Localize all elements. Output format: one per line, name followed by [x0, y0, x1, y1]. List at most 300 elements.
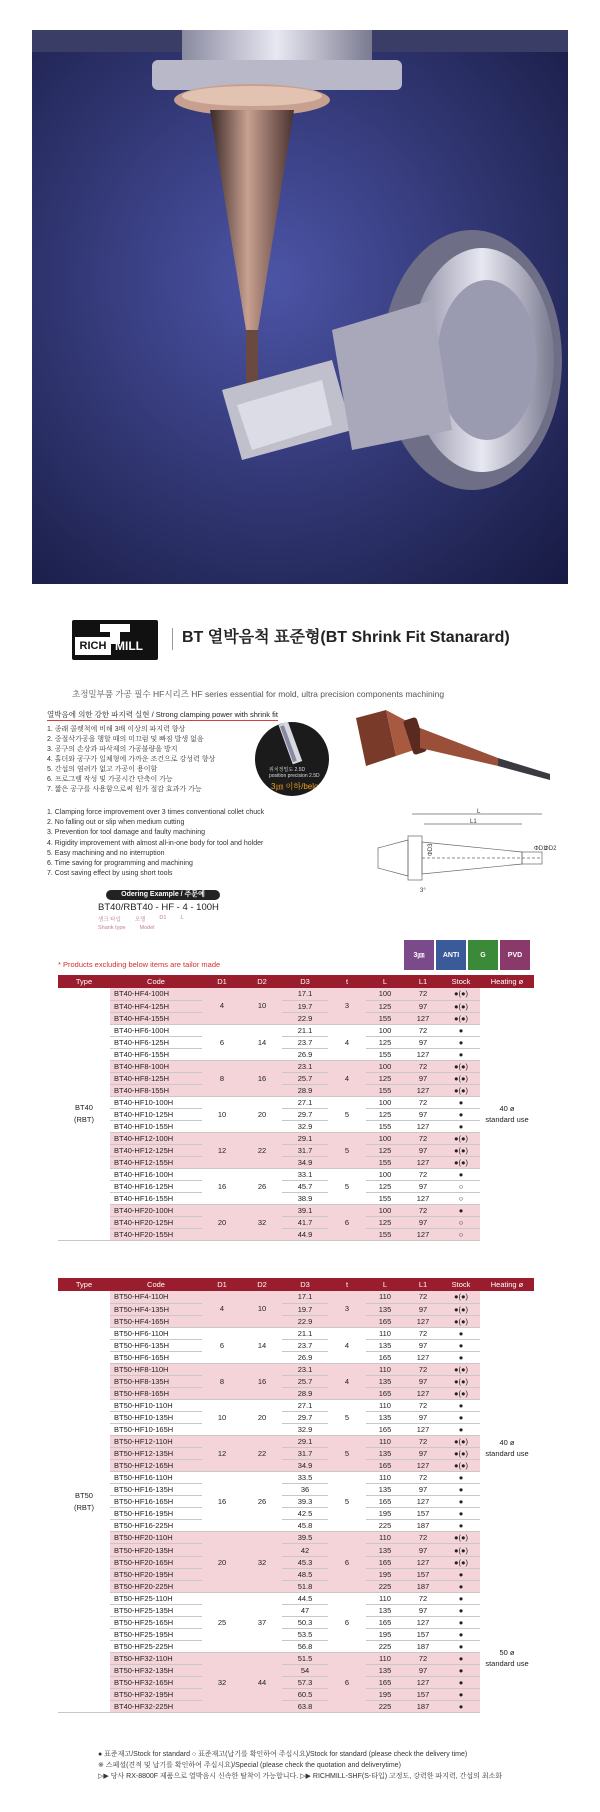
d3-cell: 21.1: [282, 1327, 328, 1339]
ordering-example-legend-en: [98, 925, 238, 931]
table-row: [58, 1291, 534, 1303]
stock-cell: ●(●): [442, 1460, 480, 1472]
l-cell: 110: [366, 1472, 404, 1484]
col-stock: Stock: [442, 1278, 480, 1291]
table-header-row: [58, 1278, 534, 1291]
l1-cell: 72: [404, 1652, 442, 1664]
badge-pvd-icon: PVD: [500, 940, 530, 970]
stock-cell: ●: [442, 1096, 480, 1108]
l1-cell: 157: [404, 1628, 442, 1640]
multi-line: standard use: [485, 1448, 529, 1458]
d2-cell: 20: [242, 1096, 282, 1132]
l1-cell: 72: [404, 1205, 442, 1217]
table-row: [58, 1496, 534, 1508]
l-cell: 135: [366, 1664, 404, 1676]
stock-cell: ●(●): [442, 1544, 480, 1556]
code-cell: BT50-HF8-110H: [110, 1363, 202, 1375]
l-cell: 155: [366, 1084, 404, 1096]
d2-cell: 10: [242, 1291, 282, 1327]
l1-cell: 187: [404, 1640, 442, 1652]
col-heating: Heating ø: [480, 1278, 534, 1291]
l1-cell: 187: [404, 1580, 442, 1592]
d3-cell: 26.9: [282, 1048, 328, 1060]
table-row: [58, 1640, 534, 1652]
l1-cell: 72: [404, 1133, 442, 1145]
l1-cell: 72: [404, 1060, 442, 1072]
l1-cell: 127: [404, 1616, 442, 1628]
stock-cell: ●: [442, 1652, 480, 1664]
catalog-header: [72, 620, 552, 664]
l-cell: 110: [366, 1291, 404, 1303]
zoom-label-3: 3㎛ 이하/below: [271, 782, 325, 791]
stock-cell: ●: [442, 1701, 480, 1713]
code-cell: BT40-HF16-100H: [110, 1169, 202, 1181]
footer-line-1: ● 표준재고/Stock for standard ○ 표준재고(납기를 확인하여 주십시요)/Stock for standard (please check the delivery time): [98, 1751, 468, 1758]
d3-cell: 32.9: [282, 1121, 328, 1133]
feature-kr-1: 1. 종래 콜렛척에 비해 3배 이상의 파지력 향상: [47, 726, 186, 733]
stock-cell: ●: [442, 1640, 480, 1652]
table-row: [58, 1411, 534, 1423]
code-cell: BT40-HF10-100H: [110, 1096, 202, 1108]
l1-cell: 97: [404, 1664, 442, 1676]
l1-cell: 97: [404, 1484, 442, 1496]
badge-precision-icon: 3㎛: [404, 940, 434, 970]
tailor-made-note: * Products excluding below items are tailor made: [58, 960, 221, 969]
features-list-english: [47, 808, 264, 879]
d1-cell: 6: [202, 1024, 242, 1060]
stock-cell: ●: [442, 1628, 480, 1640]
stock-cell: ●(●): [442, 1448, 480, 1460]
code-cell: BT40-HF6-155H: [110, 1048, 202, 1060]
l-cell: 135: [366, 1411, 404, 1423]
table-row: [58, 1460, 534, 1472]
l1-cell: 127: [404, 1229, 442, 1241]
multi-line: standard use: [485, 1115, 529, 1125]
d1-cell: 6: [202, 1327, 242, 1363]
d1-cell: 20: [202, 1532, 242, 1592]
stock-cell: ○: [442, 1229, 480, 1241]
d3-cell: 48.5: [282, 1568, 328, 1580]
l-cell: 125: [366, 1000, 404, 1012]
l-cell: 165: [366, 1677, 404, 1689]
table-row: [58, 1339, 534, 1351]
l1-cell: 157: [404, 1689, 442, 1701]
table-row: [58, 1448, 534, 1460]
stock-cell: ●(●): [442, 1556, 480, 1568]
stock-cell: ●(●): [442, 1303, 480, 1315]
l1-cell: 72: [404, 1592, 442, 1604]
d3-cell: 23.1: [282, 1363, 328, 1375]
l-cell: 110: [366, 1327, 404, 1339]
l1-cell: 72: [404, 1291, 442, 1303]
d2-cell: 37: [242, 1592, 282, 1652]
table-row: [58, 1399, 534, 1411]
table-row: [58, 1508, 534, 1520]
t-cell: 5: [328, 1096, 366, 1132]
code-cell: BT40-HF4-125H: [110, 1000, 202, 1012]
code-cell: BT40-HF8-100H: [110, 1060, 202, 1072]
stock-cell: ●(●): [442, 1012, 480, 1024]
l-cell: 225: [366, 1520, 404, 1532]
d3-cell: 51.8: [282, 1580, 328, 1592]
col-d3: D3: [282, 1278, 328, 1291]
table-row: [58, 1677, 534, 1689]
d2-cell: 26: [242, 1472, 282, 1532]
table-row: [58, 1205, 534, 1217]
l-cell: 100: [366, 1169, 404, 1181]
table-row: [58, 1544, 534, 1556]
l-cell: 155: [366, 1193, 404, 1205]
l1-cell: 97: [404, 1339, 442, 1351]
stock-cell: ○: [442, 1181, 480, 1193]
d1-cell: 8: [202, 1060, 242, 1096]
feature-en-5: 5. Easy machining and no interruption: [47, 849, 165, 857]
table-row: [58, 1024, 534, 1036]
d1-cell: 12: [202, 1133, 242, 1169]
code-cell: BT50-HF20-110H: [110, 1532, 202, 1544]
d3-cell: 25.7: [282, 1072, 328, 1084]
features-heading: 열박음에 의한 강한 파지력 실현 / Strong clamping power with shrink fit: [47, 710, 278, 719]
table-row: [58, 1363, 534, 1375]
l1-cell: 187: [404, 1520, 442, 1532]
l-cell: 155: [366, 1048, 404, 1060]
l1-cell: 97: [404, 1411, 442, 1423]
code-cell: BT40-HF4-100H: [110, 988, 202, 1000]
table-row: [58, 1096, 534, 1108]
d1-cell: 10: [202, 1399, 242, 1435]
product-photo: [32, 30, 568, 584]
l1-cell: 97: [404, 1000, 442, 1012]
code-cell: BT50-HF6-165H: [110, 1351, 202, 1363]
stock-cell: ●(●): [442, 1145, 480, 1157]
stock-cell: ●: [442, 1496, 480, 1508]
order-label-model: 모델: [134, 917, 146, 923]
l-cell: 155: [366, 1229, 404, 1241]
d3-cell: 41.7: [282, 1217, 328, 1229]
code-cell: BT50-HF20-225H: [110, 1580, 202, 1592]
l-cell: 135: [366, 1303, 404, 1315]
stock-cell: ●: [442, 1568, 480, 1580]
code-cell: BT40-HF16-125H: [110, 1181, 202, 1193]
stock-cell: ●: [442, 1677, 480, 1689]
order-label-d1: D1: [159, 915, 167, 921]
dim-D3: ΦD3: [428, 843, 434, 856]
table-row: [58, 1689, 534, 1701]
code-cell: BT50-HF10-110H: [110, 1399, 202, 1411]
d1-cell: 8: [202, 1363, 242, 1399]
table-row: [58, 1701, 534, 1713]
l1-cell: 72: [404, 1169, 442, 1181]
stock-cell: ●(●): [442, 1387, 480, 1399]
code-cell: BT50-HF16-195H: [110, 1508, 202, 1520]
l1-cell: 97: [404, 1036, 442, 1048]
page-subtitle: 초정밀부품 가공 필수 HF시리즈 HF series essential for mold, ultra precision components machining: [72, 689, 445, 699]
zoom-label-1: 위치정밀도 2.5D: [269, 767, 306, 773]
feature-en-6: 6. Time saving for programming and machining: [47, 860, 193, 868]
order-label-l: L: [180, 915, 184, 921]
l1-cell: 187: [404, 1701, 442, 1713]
d3-cell: 22.9: [282, 1315, 328, 1327]
col-d2: D2: [242, 975, 282, 988]
table-row: [58, 1012, 534, 1024]
d2-cell: 14: [242, 1327, 282, 1363]
l1-cell: 72: [404, 1399, 442, 1411]
d3-cell: 33.5: [282, 1472, 328, 1484]
l1-cell: 72: [404, 1472, 442, 1484]
l1-cell: 72: [404, 1532, 442, 1544]
d3-cell: 19.7: [282, 1000, 328, 1012]
table-row: [58, 1072, 534, 1084]
code-cell: BT40-HF8-125H: [110, 1072, 202, 1084]
feature-kr-5: 5. 간섭의 염려가 없고 가공이 용이함: [47, 766, 158, 773]
table-row: [58, 1303, 534, 1315]
d3-cell: 29.1: [282, 1133, 328, 1145]
stock-cell: ●(●): [442, 1436, 480, 1448]
table-row: [58, 1327, 534, 1339]
code-cell: BT50-HF16-110H: [110, 1472, 202, 1484]
stock-cell: ●: [442, 1689, 480, 1701]
l1-cell: 127: [404, 1460, 442, 1472]
table-row: [58, 1060, 534, 1072]
l-cell: 135: [366, 1544, 404, 1556]
code-cell: BT50-HF20-195H: [110, 1568, 202, 1580]
l-cell: 110: [366, 1399, 404, 1411]
dim-angle: 3°: [420, 888, 426, 894]
multi-line: BT50: [75, 1490, 93, 1500]
code-cell: BT50-HF8-135H: [110, 1375, 202, 1387]
l-cell: 100: [366, 1133, 404, 1145]
spec-table-bt50: [58, 1278, 534, 1713]
stock-cell: ●(●): [442, 1363, 480, 1375]
table-row: [58, 1351, 534, 1363]
code-cell: BT50-HF8-165H: [110, 1387, 202, 1399]
multi-line: BT40: [75, 1103, 93, 1113]
table-row: [58, 1229, 534, 1241]
multi-line: (RBT): [74, 1502, 94, 1512]
code-cell: BT50-HF25-165H: [110, 1616, 202, 1628]
d2-cell: 10: [242, 988, 282, 1024]
code-cell: BT50-HF16-165H: [110, 1496, 202, 1508]
d3-cell: 21.1: [282, 1024, 328, 1036]
d3-cell: 23.7: [282, 1339, 328, 1351]
stock-cell: ●: [442, 1520, 480, 1532]
d1-cell: 12: [202, 1436, 242, 1472]
code-cell: BT40-HF20-125H: [110, 1217, 202, 1229]
stock-cell: ●(●): [442, 988, 480, 1000]
l-cell: 110: [366, 1532, 404, 1544]
l-cell: 165: [366, 1387, 404, 1399]
l1-cell: 72: [404, 988, 442, 1000]
d1-cell: 4: [202, 1291, 242, 1327]
stock-cell: ●: [442, 1399, 480, 1411]
stock-cell: ●: [442, 1424, 480, 1436]
l-cell: 125: [366, 1217, 404, 1229]
l-cell: 165: [366, 1616, 404, 1628]
col-l1: L1: [404, 975, 442, 988]
col-l: L: [366, 975, 404, 988]
d1-cell: 4: [202, 988, 242, 1024]
t-cell: 5: [328, 1133, 366, 1169]
table-row: [58, 988, 534, 1000]
stock-cell: ●: [442, 1580, 480, 1592]
l1-cell: 127: [404, 1496, 442, 1508]
stock-cell: ●: [442, 1205, 480, 1217]
l1-cell: 72: [404, 1436, 442, 1448]
precision-zoom-image: [255, 722, 329, 796]
table-row: [58, 1000, 534, 1012]
d3-cell: 17.1: [282, 988, 328, 1000]
l1-cell: 127: [404, 1556, 442, 1568]
d2-cell: 44: [242, 1652, 282, 1712]
code-cell: BT50-HF10-165H: [110, 1424, 202, 1436]
table-row: [58, 1133, 534, 1145]
d3-cell: 39.1: [282, 1205, 328, 1217]
code-cell: BT40-HF8-155H: [110, 1084, 202, 1096]
stock-cell: ●(●): [442, 1375, 480, 1387]
d2-cell: 32: [242, 1205, 282, 1241]
d3-cell: 51.5: [282, 1652, 328, 1664]
d3-cell: 29.1: [282, 1436, 328, 1448]
stock-cell: ●: [442, 1327, 480, 1339]
stock-cell: ●(●): [442, 1000, 480, 1012]
l1-cell: 97: [404, 1604, 442, 1616]
d3-cell: 23.7: [282, 1036, 328, 1048]
l1-cell: 72: [404, 1096, 442, 1108]
code-cell: BT50-HF25-195H: [110, 1628, 202, 1640]
code-cell: BT50-HF12-110H: [110, 1436, 202, 1448]
d3-cell: 17.1: [282, 1291, 328, 1303]
l-cell: 165: [366, 1496, 404, 1508]
l1-cell: 97: [404, 1544, 442, 1556]
t-cell: 5: [328, 1472, 366, 1532]
l-cell: 110: [366, 1363, 404, 1375]
stock-cell: ●(●): [442, 1133, 480, 1145]
d3-cell: 44.9: [282, 1229, 328, 1241]
badge-anti-icon: ANTI: [436, 940, 466, 970]
l-cell: 125: [366, 1036, 404, 1048]
table-row: [58, 1580, 534, 1592]
l1-cell: 127: [404, 1157, 442, 1169]
col-d1: D1: [202, 975, 242, 988]
l-cell: 155: [366, 1121, 404, 1133]
code-cell: BT50-HF4-165H: [110, 1315, 202, 1327]
d3-cell: 47: [282, 1604, 328, 1616]
d3-cell: 34.9: [282, 1460, 328, 1472]
code-cell: BT50-HF12-135H: [110, 1448, 202, 1460]
stock-cell: ●: [442, 1592, 480, 1604]
stock-cell: ●: [442, 1604, 480, 1616]
col-stock: Stock: [442, 975, 480, 988]
code-cell: BT50-HF25-110H: [110, 1592, 202, 1604]
l-cell: 225: [366, 1580, 404, 1592]
t-cell: 6: [328, 1205, 366, 1241]
l1-cell: 127: [404, 1012, 442, 1024]
l1-cell: 97: [404, 1108, 442, 1120]
l-cell: 135: [366, 1484, 404, 1496]
l1-cell: 127: [404, 1048, 442, 1060]
dim-D2: ΦD2: [544, 846, 557, 852]
logo-mill-text: MILL: [115, 639, 143, 653]
l1-cell: 97: [404, 1181, 442, 1193]
l1-cell: 127: [404, 1351, 442, 1363]
t-cell: 6: [328, 1592, 366, 1652]
feature-kr-4: 4. 홀더와 공구가 일체형에 가까운 조건으로 강성력 향상: [47, 756, 216, 763]
l-cell: 225: [366, 1640, 404, 1652]
d3-cell: 23.1: [282, 1060, 328, 1072]
d3-cell: 32.9: [282, 1424, 328, 1436]
l1-cell: 72: [404, 1363, 442, 1375]
l-cell: 100: [366, 1024, 404, 1036]
l1-cell: 127: [404, 1193, 442, 1205]
stock-cell: ●(●): [442, 1060, 480, 1072]
l-cell: 165: [366, 1424, 404, 1436]
table-row: [58, 1520, 534, 1532]
t-cell: 6: [328, 1652, 366, 1712]
stock-cell: ●: [442, 1508, 480, 1520]
d3-cell: 44.5: [282, 1592, 328, 1604]
code-cell: BT40-HF20-155H: [110, 1229, 202, 1241]
d3-cell: 34.9: [282, 1157, 328, 1169]
l-cell: 135: [366, 1604, 404, 1616]
table-row: [58, 1616, 534, 1628]
d2-cell: 20: [242, 1399, 282, 1435]
table-row: [58, 1472, 534, 1484]
d3-cell: 31.7: [282, 1448, 328, 1460]
d3-cell: 56.8: [282, 1640, 328, 1652]
table-row: [58, 1664, 534, 1676]
l-cell: 135: [366, 1339, 404, 1351]
d1-cell: 25: [202, 1592, 242, 1652]
feature-kr-2: 2. 중절삭가공을 행할 때의 미끄럼 및 빠짐 발생 없음: [47, 736, 204, 743]
t-cell: 3: [328, 1291, 366, 1327]
feature-en-3: 3. Prevention for tool damage and faulty machining: [47, 829, 205, 837]
table-row: [58, 1436, 534, 1448]
d3-cell: 38.9: [282, 1193, 328, 1205]
t-cell: 3: [328, 988, 366, 1024]
type-cell: [58, 988, 110, 1241]
code-cell: BT40-HF32-225H: [110, 1701, 202, 1713]
stock-cell: ●: [442, 1484, 480, 1496]
d2-cell: 26: [242, 1169, 282, 1205]
l1-cell: 127: [404, 1121, 442, 1133]
t-cell: 5: [328, 1399, 366, 1435]
table-row: [58, 1108, 534, 1120]
l-cell: 165: [366, 1351, 404, 1363]
feature-en-1: 1. Clamping force improvement over 3 times conventional collet chuck: [47, 809, 265, 816]
col-code: Code: [110, 1278, 202, 1291]
t-cell: 4: [328, 1327, 366, 1363]
d3-cell: 27.1: [282, 1399, 328, 1411]
l-cell: 110: [366, 1592, 404, 1604]
multi-line: standard use: [485, 1659, 529, 1669]
feature-en-7: 7. Cost saving effect by using short tools: [47, 870, 173, 878]
dimension-drawing: [372, 808, 558, 908]
l1-cell: 157: [404, 1508, 442, 1520]
l-cell: 195: [366, 1689, 404, 1701]
table-row: [58, 1315, 534, 1327]
code-cell: BT50-HF10-135H: [110, 1411, 202, 1423]
multi-line: (RBT): [74, 1115, 94, 1125]
code-cell: BT50-HF6-135H: [110, 1339, 202, 1351]
feature-kr-6: 6. 프로그램 작성 및 가공시간 단축이 가능: [47, 776, 173, 783]
stock-cell: ○: [442, 1193, 480, 1205]
ordering-example: [98, 890, 238, 931]
multi-line: 40 ø: [499, 1104, 515, 1114]
stock-cell: ●: [442, 1036, 480, 1048]
feature-en-2: 2. No falling out or slip when medium cutting: [47, 819, 185, 827]
d3-cell: 63.8: [282, 1701, 328, 1713]
stock-cell: ●: [442, 1616, 480, 1628]
